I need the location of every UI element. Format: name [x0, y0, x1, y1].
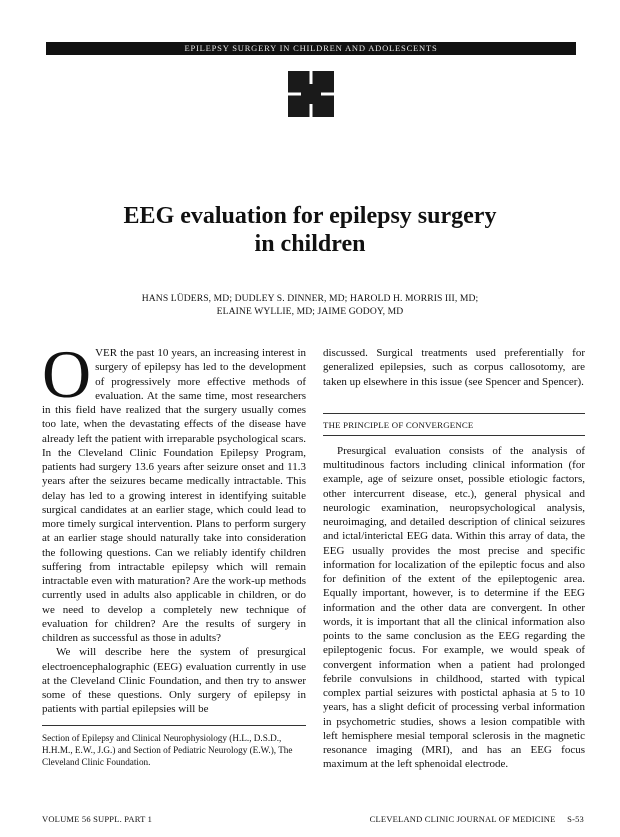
section-divider-bottom	[323, 435, 585, 436]
section-divider-top	[323, 413, 585, 414]
article-title	[60, 202, 560, 258]
right-paragraph-1: discussed. Surgical treatments used preferentially for generalized epilepsies, such as corpus callosotomy, are taken up elsewhere in this issue (see Spencer and Spencer).	[323, 347, 585, 388]
right-column	[323, 346, 585, 772]
affiliation-footnote: Section of Epilepsy and Clinical Neurophysiology (H.L., D.S.D., H.H.M., E.W., J.G.) and Section of Pediatric Neurology (E.W.), The Cleveland Clinic Foundation.	[42, 732, 293, 767]
authors-line-1: HANS LÜDERS, MD; DUDLEY S. DINNER, MD; HAROLD H. MORRIS III, MD;	[141, 293, 479, 304]
title-line-2: in children	[254, 231, 366, 257]
drop-cap: O	[42, 336, 92, 412]
right-paragraph-2: Presurgical evaluation consists of the analysis of multitudinous factors including clinical information (for example, age of seizure onset, possible etiologic factors, other intercurrent disease, etc.), general physical and neurologic examination, neuropsychological analysis, neuroimaging, and detailed description of clinical seizures and ictal/interictal EEG data. Within this array of data, the EEG usually provides the most precise and specific information for localization of the epileptic focus and also for definition of the extent of the epileptogenic area. Equally important, however, is to determine if the EEG information and the other data are convergent. In other words, it is important that all the clinical information also points to the same conclusion as the EEG regarding the epileptogenic focus. For example, we would speak of convergent information when a patient had prolonged febrile convulsions in childhood, started with typical complex partial seizures with postictal aphasia at 5 to 10 years, has a slight deficit of processing verbal information in psychometric studies, shows a lesion compatible with left hemisphere mesial temporal sclerosis in the magnetic resonance imaging (MRI), and has an EEG focus maximum at the left sphenoidal electrode.	[323, 444, 585, 771]
cleveland-clinic-logo-icon	[288, 71, 334, 117]
author-list	[60, 292, 560, 318]
body-paragraph-2: We will describe here the system of presurgical electroencephalographic (EEG) evaluation currently in use at the Cleveland Clinic Foundation, and then try to answer some of these questions. Only surgery of epilepsy in patients with partial epilepsies will be	[42, 646, 306, 716]
footer-volume: VOLUME 56 SUPPL. PART 1	[42, 814, 153, 824]
footnote-divider	[42, 725, 306, 726]
running-header: EPILEPSY SURGERY IN CHILDREN AND ADOLESCENTS	[46, 42, 576, 55]
intro-paragraph	[42, 336, 306, 645]
left-column	[42, 336, 306, 768]
intro-text: VER the past 10 years, an increasing interest in surgery of epilepsy has led to the development of progressively more effective methods of evaluation. At the same time, most researchers in this field have realized that the surgery usually comes too late, when the devastating effects of the disease have already left the patient with irreparable psychological scars. In the Cleveland Clinic Foundation Epilepsy Program, patients had surgery 13.6 years after seizure onset and 11.3 years after the seizures became medically intractable. This delay has led to a growing interest in identifying suitable surgical candidates at an earlier stage, which could lead to more timely surgical intervention. Plans to perform surgery at an earlier stage should naturally take into consideration the following questions. Can we reliably identify children suffering from intractable epilepsy which will remain intractable even with maturation? Are the work-up methods currently used in adults also applicable in children, or do we need to develop a completely new technique of evaluation for children? Are the results of surgery in children as successful as those in adults?	[42, 347, 306, 644]
footer-journal: CLEVELAND CLINIC JOURNAL OF MEDICINE S-53	[369, 814, 584, 824]
title-line-1: EEG evaluation for epilepsy surgery	[123, 203, 497, 229]
section-heading: THE PRINCIPLE OF CONVERGENCE	[323, 419, 474, 430]
authors-line-2: ELAINE WYLLIE, MD; JAIME GODOY, MD	[216, 306, 404, 317]
